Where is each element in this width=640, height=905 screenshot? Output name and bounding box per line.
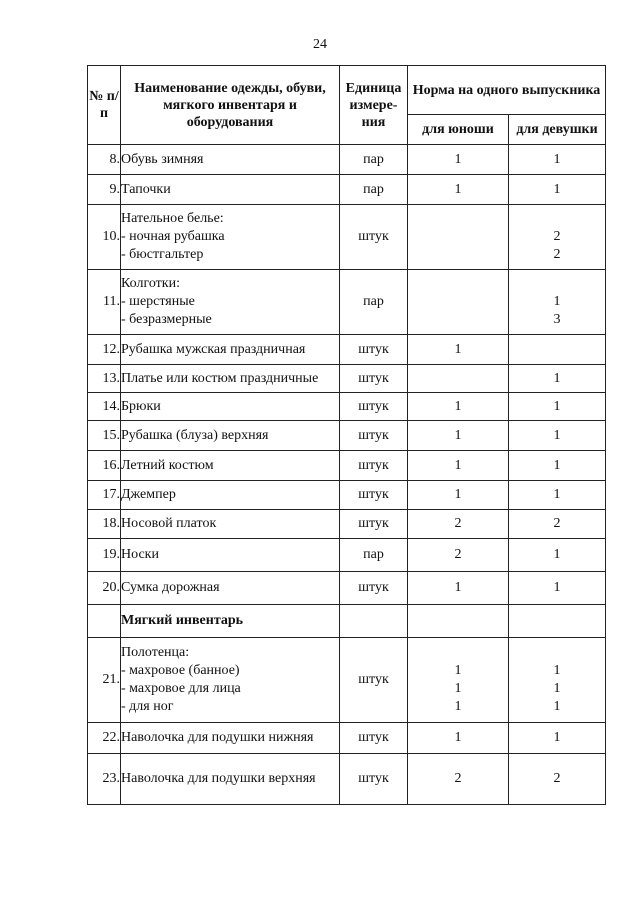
boys-cell — [408, 270, 509, 335]
girls-value: 1 — [509, 723, 606, 754]
girls-spacer — [509, 644, 605, 662]
row-number: 20. — [88, 572, 121, 605]
item-name: Полотенца: — [121, 645, 190, 660]
girls-value: 2 — [509, 754, 606, 805]
girls-spacer — [509, 275, 605, 293]
item-name: Носовой платок — [121, 510, 340, 539]
table-row — [88, 421, 606, 451]
unit-cell: пар — [340, 539, 408, 572]
girls-cell — [509, 205, 606, 270]
boys-value: 2 — [408, 754, 509, 805]
girls-value: 1 — [509, 481, 606, 510]
boys-value — [408, 293, 508, 311]
girls-value: 1 — [509, 145, 606, 175]
table-row — [88, 481, 606, 510]
boys-value: 1 — [454, 663, 462, 678]
girls-value: 2 — [553, 229, 561, 244]
row-number: 15. — [88, 421, 121, 451]
table-row — [88, 205, 606, 270]
item-name: Летний костюм — [121, 451, 340, 481]
unit-cell: пар — [340, 175, 408, 205]
item-name: Нательное белье: — [121, 211, 224, 226]
header-norm: Норма на одного выпускника — [408, 66, 606, 115]
table-row — [88, 451, 606, 481]
boys-value — [408, 246, 508, 264]
section-num-cell — [88, 605, 121, 638]
sub-item-name: - бюстгальтер — [121, 247, 204, 262]
table-row — [88, 723, 606, 754]
row-number: 21. — [88, 638, 121, 723]
boys-value: 1 — [408, 393, 509, 421]
item-name: Носки — [121, 539, 340, 572]
unit-cell: пар — [340, 145, 408, 175]
header-name: Наименование одежды, обуви, мягкого инвентаря и оборудования — [121, 66, 340, 145]
boys-value: 1 — [408, 572, 509, 605]
girls-value — [509, 335, 606, 365]
section-girls-cell — [509, 605, 606, 638]
unit-cell: штук — [340, 421, 408, 451]
header-unit: Единица измере-ния — [340, 66, 408, 145]
girls-value: 1 — [509, 421, 606, 451]
table-row — [88, 335, 606, 365]
girls-cell — [509, 638, 606, 723]
row-number: 9. — [88, 175, 121, 205]
row-number: 16. — [88, 451, 121, 481]
boys-value — [408, 311, 508, 329]
boys-value: 1 — [408, 145, 509, 175]
item-name: Платье или костюм праздничные — [121, 365, 340, 393]
girls-value: 2 — [553, 247, 561, 262]
girls-value: 1 — [509, 393, 606, 421]
row-number: 19. — [88, 539, 121, 572]
sub-item-name: - махровое (банное) — [121, 663, 240, 678]
row-number: 11. — [88, 270, 121, 335]
item-name-cell — [121, 205, 340, 270]
boys-spacer — [408, 210, 508, 228]
boys-value: 1 — [408, 451, 509, 481]
sub-item-name: - для ног — [121, 699, 174, 714]
boys-spacer — [408, 644, 508, 662]
unit-cell: штук — [340, 335, 408, 365]
boys-value: 2 — [408, 539, 509, 572]
girls-cell — [509, 270, 606, 335]
section-row — [88, 605, 606, 638]
girls-value: 1 — [553, 681, 561, 696]
item-name: Наволочка для подушки верхняя — [121, 754, 340, 805]
row-number: 18. — [88, 510, 121, 539]
boys-value: 1 — [408, 421, 509, 451]
sub-item-name: - безразмерные — [121, 312, 212, 327]
item-name: Рубашка мужская праздничная — [121, 335, 340, 365]
item-name-cell — [121, 638, 340, 723]
boys-value — [408, 365, 509, 393]
row-number: 13. — [88, 365, 121, 393]
item-name-cell — [121, 270, 340, 335]
row-number: 17. — [88, 481, 121, 510]
table-row — [88, 539, 606, 572]
item-name: Джемпер — [121, 481, 340, 510]
unit-cell: штук — [340, 205, 408, 270]
unit-cell: штук — [340, 451, 408, 481]
boys-value — [408, 228, 508, 246]
table-row — [88, 510, 606, 539]
table-row — [88, 175, 606, 205]
page-number: 24 — [313, 37, 327, 52]
girls-value: 1 — [509, 365, 606, 393]
unit-cell: штук — [340, 481, 408, 510]
item-name: Колготки: — [121, 276, 180, 291]
table-row — [88, 270, 606, 335]
sub-item-name: - шерстяные — [121, 294, 195, 309]
item-name: Сумка дорожная — [121, 572, 340, 605]
boys-value: 2 — [408, 510, 509, 539]
unit-cell: штук — [340, 723, 408, 754]
unit-cell: штук — [340, 638, 408, 723]
boys-cell — [408, 205, 509, 270]
table-row — [88, 393, 606, 421]
section-unit-cell — [340, 605, 408, 638]
item-name: Наволочка для подушки нижняя — [121, 723, 340, 754]
unit-cell: пар — [340, 270, 408, 335]
girls-value: 1 — [553, 294, 561, 309]
unit-cell: штук — [340, 365, 408, 393]
unit-cell: штук — [340, 754, 408, 805]
unit-cell: штук — [340, 572, 408, 605]
girls-value: 1 — [509, 572, 606, 605]
section-title: Мягкий инвентарь — [121, 605, 340, 638]
sub-item-name: - махровое для лица — [121, 681, 241, 696]
item-name: Обувь зимняя — [121, 145, 340, 175]
sub-item-name: - ночная рубашка — [121, 229, 225, 244]
boys-cell — [408, 638, 509, 723]
table-row — [88, 754, 606, 805]
row-number: 22. — [88, 723, 121, 754]
boys-value: 1 — [408, 723, 509, 754]
table-row — [88, 638, 606, 723]
boys-spacer — [408, 275, 508, 293]
boys-value: 1 — [454, 681, 462, 696]
boys-value: 1 — [454, 699, 462, 714]
item-name: Брюки — [121, 393, 340, 421]
row-number: 12. — [88, 335, 121, 365]
boys-value: 1 — [408, 335, 509, 365]
girls-value: 1 — [553, 663, 561, 678]
girls-value: 1 — [509, 539, 606, 572]
unit-cell: штук — [340, 510, 408, 539]
norms-table — [87, 65, 606, 805]
girls-value: 1 — [509, 175, 606, 205]
header-girls: для девушки — [509, 115, 606, 145]
row-number: 14. — [88, 393, 121, 421]
girls-value: 3 — [553, 312, 561, 327]
header-boys: для юноши — [408, 115, 509, 145]
girls-value: 2 — [509, 510, 606, 539]
girls-value: 1 — [553, 699, 561, 714]
table-row — [88, 145, 606, 175]
header-num: № п/п — [88, 66, 121, 145]
boys-value: 1 — [408, 175, 509, 205]
table-body — [88, 145, 606, 805]
girls-value: 1 — [509, 451, 606, 481]
item-name: Тапочки — [121, 175, 340, 205]
row-number: 8. — [88, 145, 121, 175]
boys-value: 1 — [408, 481, 509, 510]
table-row — [88, 365, 606, 393]
item-name: Рубашка (блуза) верхняя — [121, 421, 340, 451]
section-boys-cell — [408, 605, 509, 638]
row-number: 10. — [88, 205, 121, 270]
row-number: 23. — [88, 754, 121, 805]
girls-spacer — [509, 210, 605, 228]
unit-cell: штук — [340, 393, 408, 421]
table-row — [88, 572, 606, 605]
